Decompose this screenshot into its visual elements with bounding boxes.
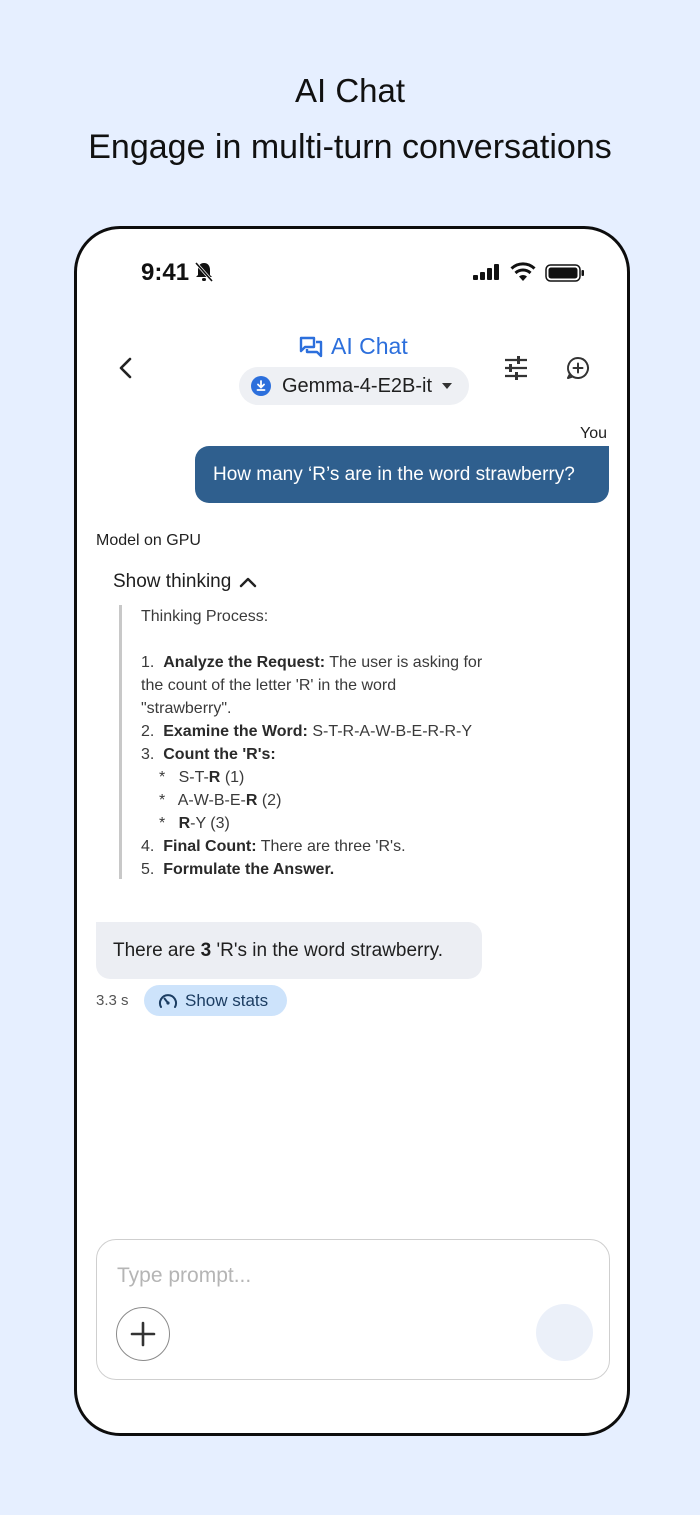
battery-icon [545,264,585,282]
answer-pre: There are [113,939,196,961]
back-chevron-icon[interactable] [113,353,139,383]
wifi-icon [510,262,536,281]
bullet-1-pre: S-T- [178,769,209,786]
thinking-step-5 [141,858,519,881]
thinking-blank [141,628,519,651]
chat-bubbles-icon [299,336,323,358]
show-stats-button[interactable] [144,985,287,1016]
bell-off-icon [195,262,213,282]
phone-frame [74,226,630,1436]
bullet-3-star: * [159,815,166,832]
show-stats-label: Show stats [185,990,269,1010]
step-2-number: 2. [141,723,155,740]
step-1-text-2: the count of the letter 'R' in the word [141,677,397,694]
step-2-text: S-T-R-A-W-B-E-R-R-Y [312,723,472,740]
step-5-bold: Formulate the Answer. [163,861,335,878]
show-thinking-label: Show thinking [113,571,232,592]
bullet-3-bold: R [178,815,191,832]
step-4-bold: Final Count: [163,838,257,855]
step-2-bold: Examine the Word: [163,723,308,740]
speedometer-icon [158,992,178,1010]
step-3-bold: Count the 'R's: [163,746,276,763]
thinking-heading: Thinking Process: [141,608,269,625]
app-title [299,333,408,360]
bullet-2-bold: R [245,792,258,809]
latency-label: 3.3 s [96,992,129,1009]
user-message-bubble: How many ‘R’s are in the word strawberry? [195,446,609,503]
step-1-text-3: "strawberry". [141,700,232,717]
answer-count: 3 [200,939,212,961]
status-time: 9:41 [141,259,190,286]
bullet-2 [141,789,519,812]
send-button[interactable] [536,1304,593,1361]
cellular-signal-icon [473,264,501,280]
new-chat-icon[interactable] [566,356,590,380]
bullet-2-post: (2) [261,792,282,809]
thinking-step-2 [141,720,519,743]
bullet-2-pre: A-W-B-E- [177,792,246,809]
dropdown-caret-icon [442,383,452,389]
chevron-up-icon [239,576,257,588]
bullet-1-bold: R [208,769,221,786]
prompt-composer [96,1239,610,1380]
bullet-1-post: (1) [224,769,245,786]
bullet-3 [141,812,519,835]
step-1-text: The user is asking for [329,654,483,671]
download-icon [251,376,271,396]
bullet-1 [141,766,519,789]
thinking-step-3 [141,743,519,766]
step-4-number: 4. [141,838,155,855]
hero-title: AI Chat [294,72,406,109]
step-1-number: 1. [141,654,155,671]
thinking-process [119,605,519,879]
model-answer-bubble [96,922,482,979]
tune-settings-icon[interactable] [503,356,529,380]
step-5-number: 5. [141,861,155,878]
prompt-input[interactable] [117,1262,587,1290]
user-label: You [580,425,607,442]
hero-subtitle: Engage in multi-turn conversations [88,128,612,166]
model-selector[interactable] [239,367,469,405]
step-3-number: 3. [141,746,155,763]
step-1-bold: Analyze the Request: [163,654,326,671]
bullet-2-star: * [159,792,166,809]
show-thinking-toggle[interactable] [113,571,257,593]
bullet-3-post: -Y (3) [190,815,230,832]
app-title-text: AI Chat [331,333,408,359]
model-label: Model on GPU [96,532,201,549]
add-attachment-button[interactable] [116,1307,170,1361]
model-name: Gemma-4-E2B-it [282,374,433,397]
thinking-step-1 [141,651,519,674]
answer-post: 'R's in the word strawberry. [216,939,444,961]
step-4-text: There are three 'R's. [260,838,406,855]
bullet-1-star: * [159,769,166,786]
plus-icon [129,1320,157,1348]
thinking-step-4 [141,835,519,858]
